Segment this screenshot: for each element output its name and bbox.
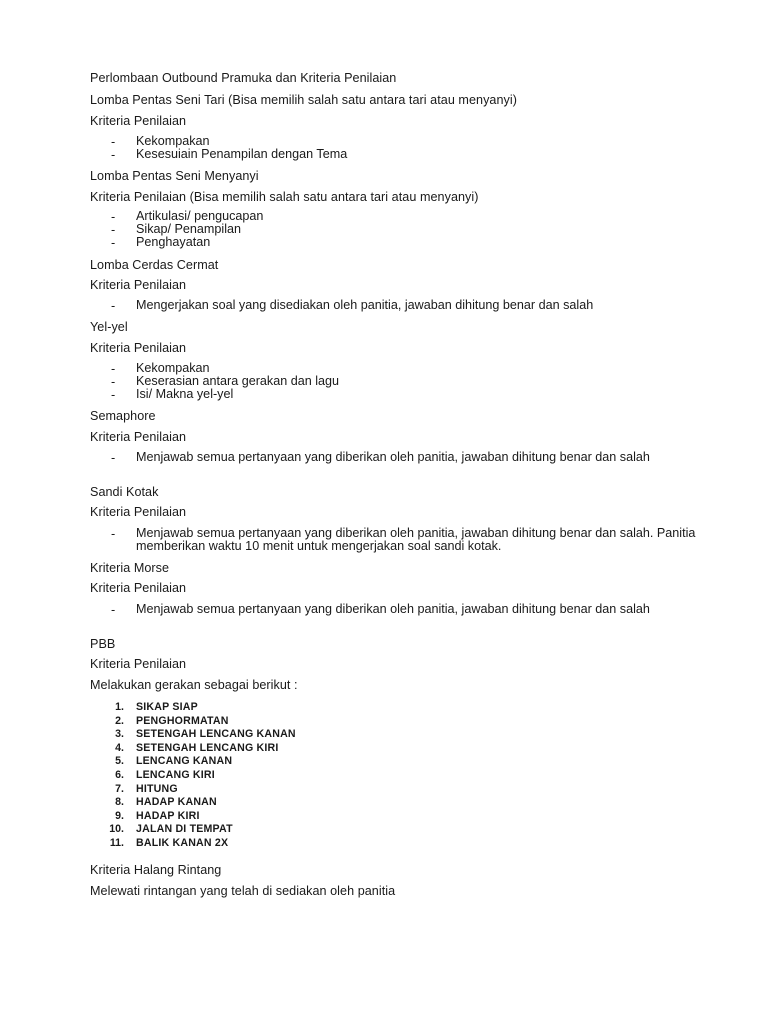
kriteria-label: Kriteria Penilaian (Bisa memilih salah satu antara tari atau menyanyi) (90, 190, 479, 204)
list-number: 7. (115, 782, 124, 795)
list-number: 3. (115, 728, 124, 741)
criteria-item: Menjawab semua pertanyaan yang diberikan oleh panitia, jawaban dihitung benar dan salah (136, 602, 650, 616)
list-item: SETENGAH LENCANG KANAN (136, 728, 296, 741)
kriteria-label: Kriteria Penilaian (90, 278, 187, 292)
halang-rintang-text: Melewati rintangan yang telah di sediakan oleh panitia (90, 884, 396, 898)
section-heading-menyanyi: Lomba Pentas Seni Menyanyi (90, 169, 259, 183)
list-number: 1. (115, 701, 124, 713)
criteria-item: Keserasian antara gerakan dan lagu (136, 374, 340, 388)
section-heading-yel-yel: Yel-yel (90, 320, 128, 334)
list-number: 10. (109, 823, 124, 836)
list-number: 8. (115, 796, 124, 809)
list-item: LENCANG KIRI (136, 769, 215, 781)
bullet-dash: - (111, 299, 116, 313)
criteria-item: Kekompakan (136, 134, 210, 148)
criteria-item: Kekompakan (136, 361, 210, 375)
bullet-dash: - (111, 135, 116, 149)
criteria-item: Isi/ Makna yel-yel (136, 387, 234, 401)
kriteria-label: Kriteria Penilaian (90, 341, 187, 355)
section-heading-sandi-kotak: Sandi Kotak (90, 485, 159, 499)
list-item: JALAN DI TEMPAT (136, 823, 233, 836)
bullet-dash: - (111, 451, 116, 465)
section-heading-pbb: PBB (90, 637, 116, 651)
kriteria-label: Kriteria Penilaian (90, 114, 187, 128)
list-item: HITUNG (136, 782, 178, 795)
pbb-intro: Melakukan gerakan sebagai berikut : (90, 678, 298, 692)
bullet-dash: - (111, 388, 116, 402)
list-item: SETENGAH LENCANG KIRI (136, 741, 279, 754)
bullet-dash: - (111, 375, 116, 389)
list-item: PENGHORMATAN (136, 714, 229, 727)
list-number: 4. (115, 741, 124, 754)
bullet-dash: - (111, 236, 116, 250)
document-title: Perlombaan Outbound Pramuka dan Kriteria Penilaian (90, 71, 397, 85)
kriteria-label: Kriteria Penilaian (90, 430, 187, 444)
criteria-item: Kesesuiain Penampilan dengan Tema (136, 147, 348, 161)
section-heading-halang-rintang: Kriteria Halang Rintang (90, 863, 222, 877)
list-item: HADAP KIRI (136, 809, 200, 822)
list-number: 2. (115, 714, 124, 727)
criteria-item: Menjawab semua pertanyaan yang diberikan oleh panitia, jawaban dihitung benar dan salah (136, 450, 650, 464)
criteria-item: Menjawab semua pertanyaan yang diberikan oleh panitia, jawaban dihitung benar dan salah. Panitia memberikan waktu 10 menit untuk mengerjakan soal sandi kotak. (136, 526, 696, 554)
bullet-dash: - (111, 148, 116, 162)
kriteria-label: Kriteria Penilaian (90, 505, 187, 519)
criteria-item: Artikulasi/ pengucapan (136, 209, 264, 223)
bullet-dash: - (111, 603, 116, 617)
list-number: 11. (109, 837, 124, 849)
list-item: LENCANG KANAN (136, 755, 233, 768)
bullet-dash: - (111, 362, 116, 376)
criteria-item: Mengerjakan soal yang disediakan oleh panitia, jawaban dihitung benar dan salah (136, 298, 594, 312)
section-heading-morse: Kriteria Morse (90, 561, 170, 575)
criteria-item: Penghayatan (136, 235, 211, 249)
list-number: 5. (115, 755, 124, 768)
kriteria-label: Kriteria Penilaian (90, 657, 187, 671)
list-number: 6. (115, 769, 124, 781)
section-heading-semaphore: Semaphore (90, 409, 156, 423)
bullet-dash: - (111, 223, 116, 237)
list-item: HADAP KANAN (136, 796, 217, 809)
list-item: SIKAP SIAP (136, 701, 198, 713)
bullet-dash: - (111, 527, 116, 541)
bullet-dash: - (111, 210, 116, 224)
criteria-item: Sikap/ Penampilan (136, 222, 242, 236)
kriteria-label: Kriteria Penilaian (90, 581, 187, 595)
list-item: BALIK KANAN 2X (136, 837, 229, 849)
list-number: 9. (115, 809, 124, 822)
section-heading-cerdas-cermat: Lomba Cerdas Cermat (90, 258, 219, 272)
section-heading-tari: Lomba Pentas Seni Tari (Bisa memilih salah satu antara tari atau menyanyi) (90, 93, 517, 107)
